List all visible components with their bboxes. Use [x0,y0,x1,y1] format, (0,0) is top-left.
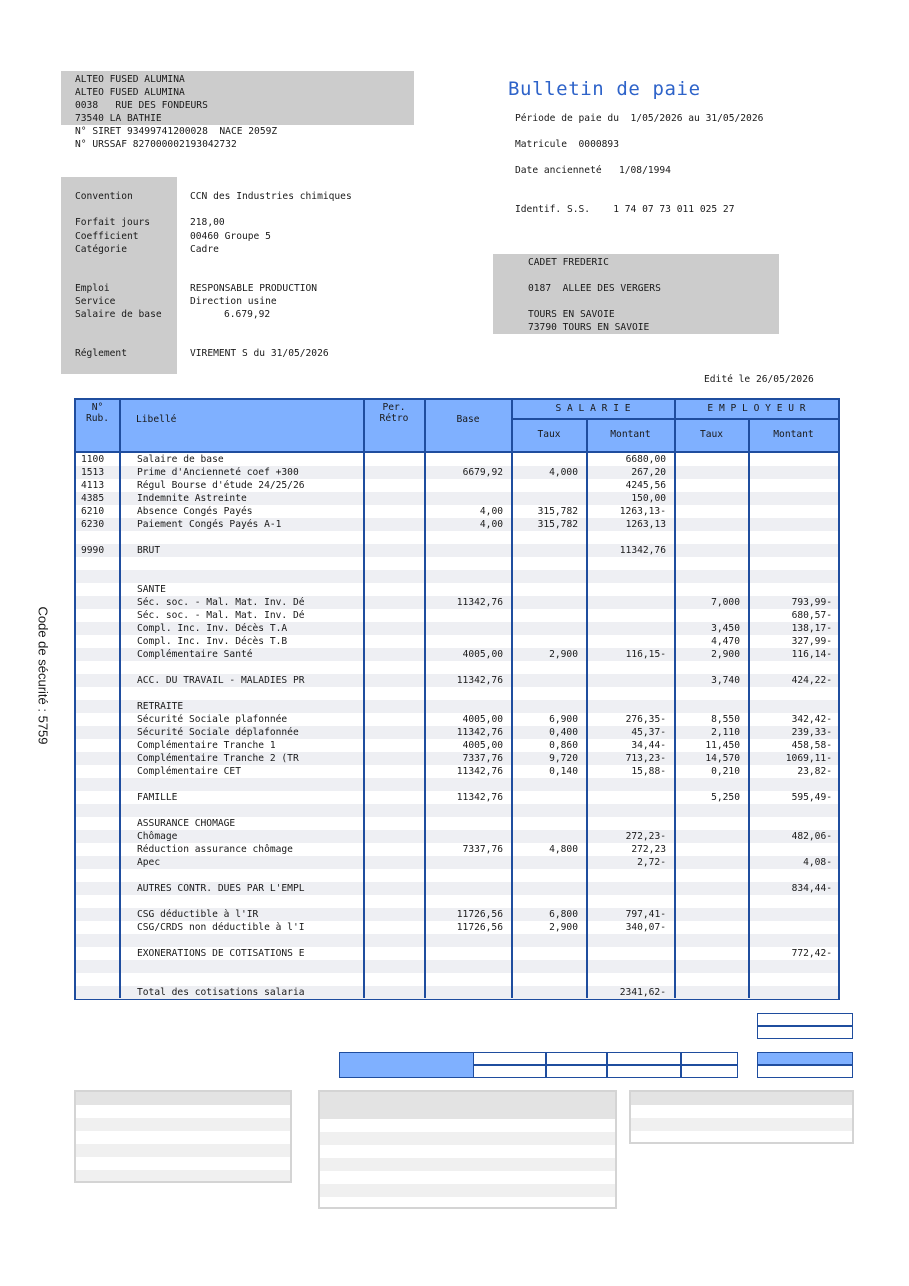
table-cell-etaux: 14,570 [705,753,740,764]
forfait-label: Forfait jours [75,217,151,228]
table-cell-montant: 1263,13- [619,506,666,517]
table-cell-rub: 4113 [81,480,105,491]
table-cell-emontant: 595,49- [791,792,832,803]
bottom-table-middle [318,1090,617,1209]
table-cell-emontant: 1069,11- [785,753,832,764]
table-cell-emontant: 458,58- [791,740,832,751]
table-cell-rub: 4385 [81,493,105,504]
table-cell-rub: 1100 [81,454,105,465]
category-value: Cadre [190,244,219,255]
base-salary-value: 6.679,92 [224,309,271,320]
table-cell-lib: CSG/CRDS non déductible à l'I [137,922,305,933]
table-cell-taux: 315,782 [537,506,578,517]
table-cell-base: 7337,76 [462,844,503,855]
table-cell-montant: 11342,76 [619,545,666,556]
table-cell-lib: CSG déductible à l'IR [137,909,259,920]
table-cell-etaux: 2,900 [711,649,740,660]
table-cell-base: 4005,00 [462,649,503,660]
bottom-table-left [74,1090,292,1183]
table-row-stripe [76,934,838,947]
emploi-label: Emploi [75,283,110,294]
seniority-date: Date ancienneté 1/08/1994 [515,165,671,176]
table-cell-taux: 4,000 [549,467,578,478]
table-cell-montant: 797,41- [625,909,666,920]
table-cell-base: 11726,56 [456,922,503,933]
table-cell-montant: 2,72- [637,857,666,868]
table-cell-emontant: 4,08- [803,857,832,868]
table-cell-rub: 9990 [81,545,105,556]
employer-siret: N° SIRET 93499741200028 NACE 2059Z [75,126,278,137]
employee-city-2: 73790 TOURS EN SAVOIE [528,322,650,333]
table-cell-lib: Complémentaire Santé [137,649,253,660]
header-taux-employeur: Taux [699,429,724,440]
table-cell-montant: 116,15- [625,649,666,660]
table-cell-montant: 34,44- [631,740,666,751]
forfait-value: 218,00 [190,217,225,228]
header-employeur: E M P L O Y E U R [707,403,806,414]
table-cell-taux: 6,800 [549,909,578,920]
table-cell-base: 11726,56 [456,909,503,920]
table-cell-lib: Séc. soc. - Mal. Mat. Inv. Dé [137,597,305,608]
table-row-stripe [76,778,838,791]
table-cell-etaux: 3,450 [711,623,740,634]
table-cell-montant: 1263,13 [625,519,666,530]
table-cell-lib: Sécurité Sociale déplafonnée [137,727,299,738]
table-cell-emontant: 793,99- [791,597,832,608]
table-cell-base: 11342,76 [456,675,503,686]
table-cell-lib: Complémentaire Tranche 1 [137,740,276,751]
table-cell-lib: Total des cotisations salaria [137,987,305,998]
table-cell-montant: 713,23- [625,753,666,764]
base-salary-label: Salaire de base [75,309,162,320]
table-cell-taux: 4,800 [549,844,578,855]
table-cell-lib: Apec [137,857,161,868]
service-value: Direction usine [190,296,277,307]
table-cell-montant: 15,88- [631,766,666,777]
social-security-id: Identif. S.S. 1 74 07 73 011 025 27 [515,204,735,215]
table-cell-lib: ACC. DU TRAVAIL - MALADIES PR [137,675,305,686]
table-cell-emontant: 239,33- [791,727,832,738]
pay-period: Période de paie du 1/05/2026 au 31/05/2026 [515,113,764,124]
header-salarie: S A L A R I E [555,403,631,414]
page-title: Bulletin de paie [508,78,701,100]
table-cell-emontant: 23,82- [797,766,832,777]
info-labels-column [61,177,177,374]
table-cell-rub: 1513 [81,467,105,478]
table-row-stripe [76,570,838,583]
table-cell-lib: Salaire de base [137,454,224,465]
table-cell-base: 4,00 [479,506,503,517]
table-cell-etaux: 8,550 [711,714,740,725]
table-cell-lib: Indemnite Astreinte [137,493,247,504]
employer-urssaf: N° URSSAF 827000002193042732 [75,139,237,150]
header-montant-salarie: Montant [610,429,651,440]
service-label: Service [75,296,116,307]
header-base: Base [456,414,480,425]
table-cell-base: 7337,76 [462,753,503,764]
table-cell-montant: 272,23 [631,844,666,855]
coefficient-value: 00460 Groupe 5 [190,231,271,242]
table-cell-taux: 0,860 [549,740,578,751]
table-cell-base: 11342,76 [456,766,503,777]
table-cell-lib: FAMILLE [137,792,178,803]
employer-name-1: ALTEO FUSED ALUMINA [75,74,185,85]
convention-label: Convention [75,191,133,202]
table-cell-lib: Chômage [137,831,178,842]
category-label: Catégorie [75,244,127,255]
edit-date: Edité le 26/05/2026 [704,374,814,385]
table-cell-etaux: 2,110 [711,727,740,738]
table-cell-rub: 6210 [81,506,105,517]
table-cell-base: 6679,92 [462,467,503,478]
table-cell-montant: 272,23- [625,831,666,842]
table-cell-lib: Réduction assurance chômage [137,844,293,855]
table-cell-emontant: 342,42- [791,714,832,725]
table-cell-lib: EXONERATIONS DE COTISATIONS E [137,948,305,959]
table-cell-lib: Complémentaire Tranche 2 (TR [137,753,299,764]
table-cell-taux: 9,720 [549,753,578,764]
table-cell-lib: Absence Congés Payés [137,506,253,517]
security-code: Code de sécurité : 5759 [35,606,51,745]
table-cell-montant: 150,00 [631,493,666,504]
table-cell-montant: 4245,56 [625,480,666,491]
reglement-value: VIREMENT S du 31/05/2026 [190,348,329,359]
table-cell-lib: Régul Bourse d'étude 24/25/26 [137,480,305,491]
table-cell-base: 4005,00 [462,714,503,725]
bottom-table-right [629,1090,854,1144]
header-taux-salarie: Taux [537,429,561,440]
table-cell-emontant: 116,14- [791,649,832,660]
table-cell-etaux: 5,250 [711,792,740,803]
summary-label-box [339,1052,474,1078]
employee-city-1: TOURS EN SAVOIE [528,309,615,320]
table-cell-montant: 45,37- [631,727,666,738]
table-cell-emontant: 834,44- [791,883,832,894]
table-cell-montant: 6680,00 [625,454,666,465]
table-cell-taux: 6,900 [549,714,578,725]
table-cell-taux: 315,782 [537,519,578,530]
table-cell-taux: 2,900 [549,649,578,660]
table-row-stripe [76,804,838,817]
table-cell-lib: SANTE [137,584,166,595]
employee-name: CADET FREDERIC [528,257,609,268]
matricule: Matricule 0000893 [515,139,619,150]
table-cell-emontant: 482,06- [791,831,832,842]
table-cell-base: 11342,76 [456,727,503,738]
header-libelle: Libellé [136,414,177,425]
table-cell-lib: Prime d'Ancienneté coef +300 [137,467,299,478]
table-row-stripe [76,960,838,973]
table-cell-lib: Compl. Inc. Inv. Décès T.A [137,623,288,634]
emploi-value: RESPONSABLE PRODUCTION [190,283,318,294]
table-cell-etaux: 3,740 [711,675,740,686]
table-cell-base: 4,00 [479,519,503,530]
employee-street: 0187 ALLEE DES VERGERS [528,283,661,294]
table-cell-montant: 276,35- [625,714,666,725]
table-cell-lib: Compl. Inc. Inv. Décès T.B [137,636,288,647]
table-cell-etaux: 4,470 [711,636,740,647]
table-cell-lib: Paiement Congés Payés A-1 [137,519,282,530]
table-cell-base: 11342,76 [456,597,503,608]
table-cell-emontant: 138,17- [791,623,832,634]
header-montant-employeur: Montant [773,429,814,440]
employer-street: 0038 RUE DES FONDEURS [75,100,208,111]
employer-name-2: ALTEO FUSED ALUMINA [75,87,185,98]
table-cell-emontant: 680,57- [791,610,832,621]
coefficient-label: Coefficient [75,231,139,242]
table-cell-lib: AUTRES CONTR. DUES PAR L'EMPL [137,883,305,894]
table-cell-etaux: 11,450 [705,740,740,751]
reglement-label: Réglement [75,348,127,359]
table-cell-etaux: 0,210 [711,766,740,777]
table-cell-lib: Complémentaire CET [137,766,241,777]
header-rub: N° Rub. [85,402,110,424]
table-cell-lib: Séc. soc. - Mal. Mat. Inv. Dé [137,610,305,621]
table-cell-base: 11342,76 [456,792,503,803]
table-cell-base: 4005,00 [462,740,503,751]
table-cell-emontant: 424,22- [791,675,832,686]
table-cell-montant: 2341,62- [619,987,666,998]
table-cell-lib: BRUT [137,545,161,556]
convention-value: CCN des Industries chimiques [190,191,352,202]
header-retro: Per. Rétro [379,402,409,424]
payslip-table [74,398,840,1000]
table-cell-lib: RETRAITE [137,701,184,712]
table-cell-lib: Sécurité Sociale plafonnée [137,714,288,725]
table-cell-taux: 0,140 [549,766,578,777]
table-cell-emontant: 327,99- [791,636,832,647]
table-cell-rub: 6230 [81,519,105,530]
table-cell-emontant: 772,42- [791,948,832,959]
table-cell-montant: 267,20 [631,467,666,478]
table-cell-montant: 340,07- [625,922,666,933]
table-cell-lib: ASSURANCE CHOMAGE [137,818,236,829]
table-cell-taux: 2,900 [549,922,578,933]
table-cell-etaux: 7,000 [711,597,740,608]
employer-city: 73540 LA BATHIE [75,113,162,124]
table-cell-taux: 0,400 [549,727,578,738]
